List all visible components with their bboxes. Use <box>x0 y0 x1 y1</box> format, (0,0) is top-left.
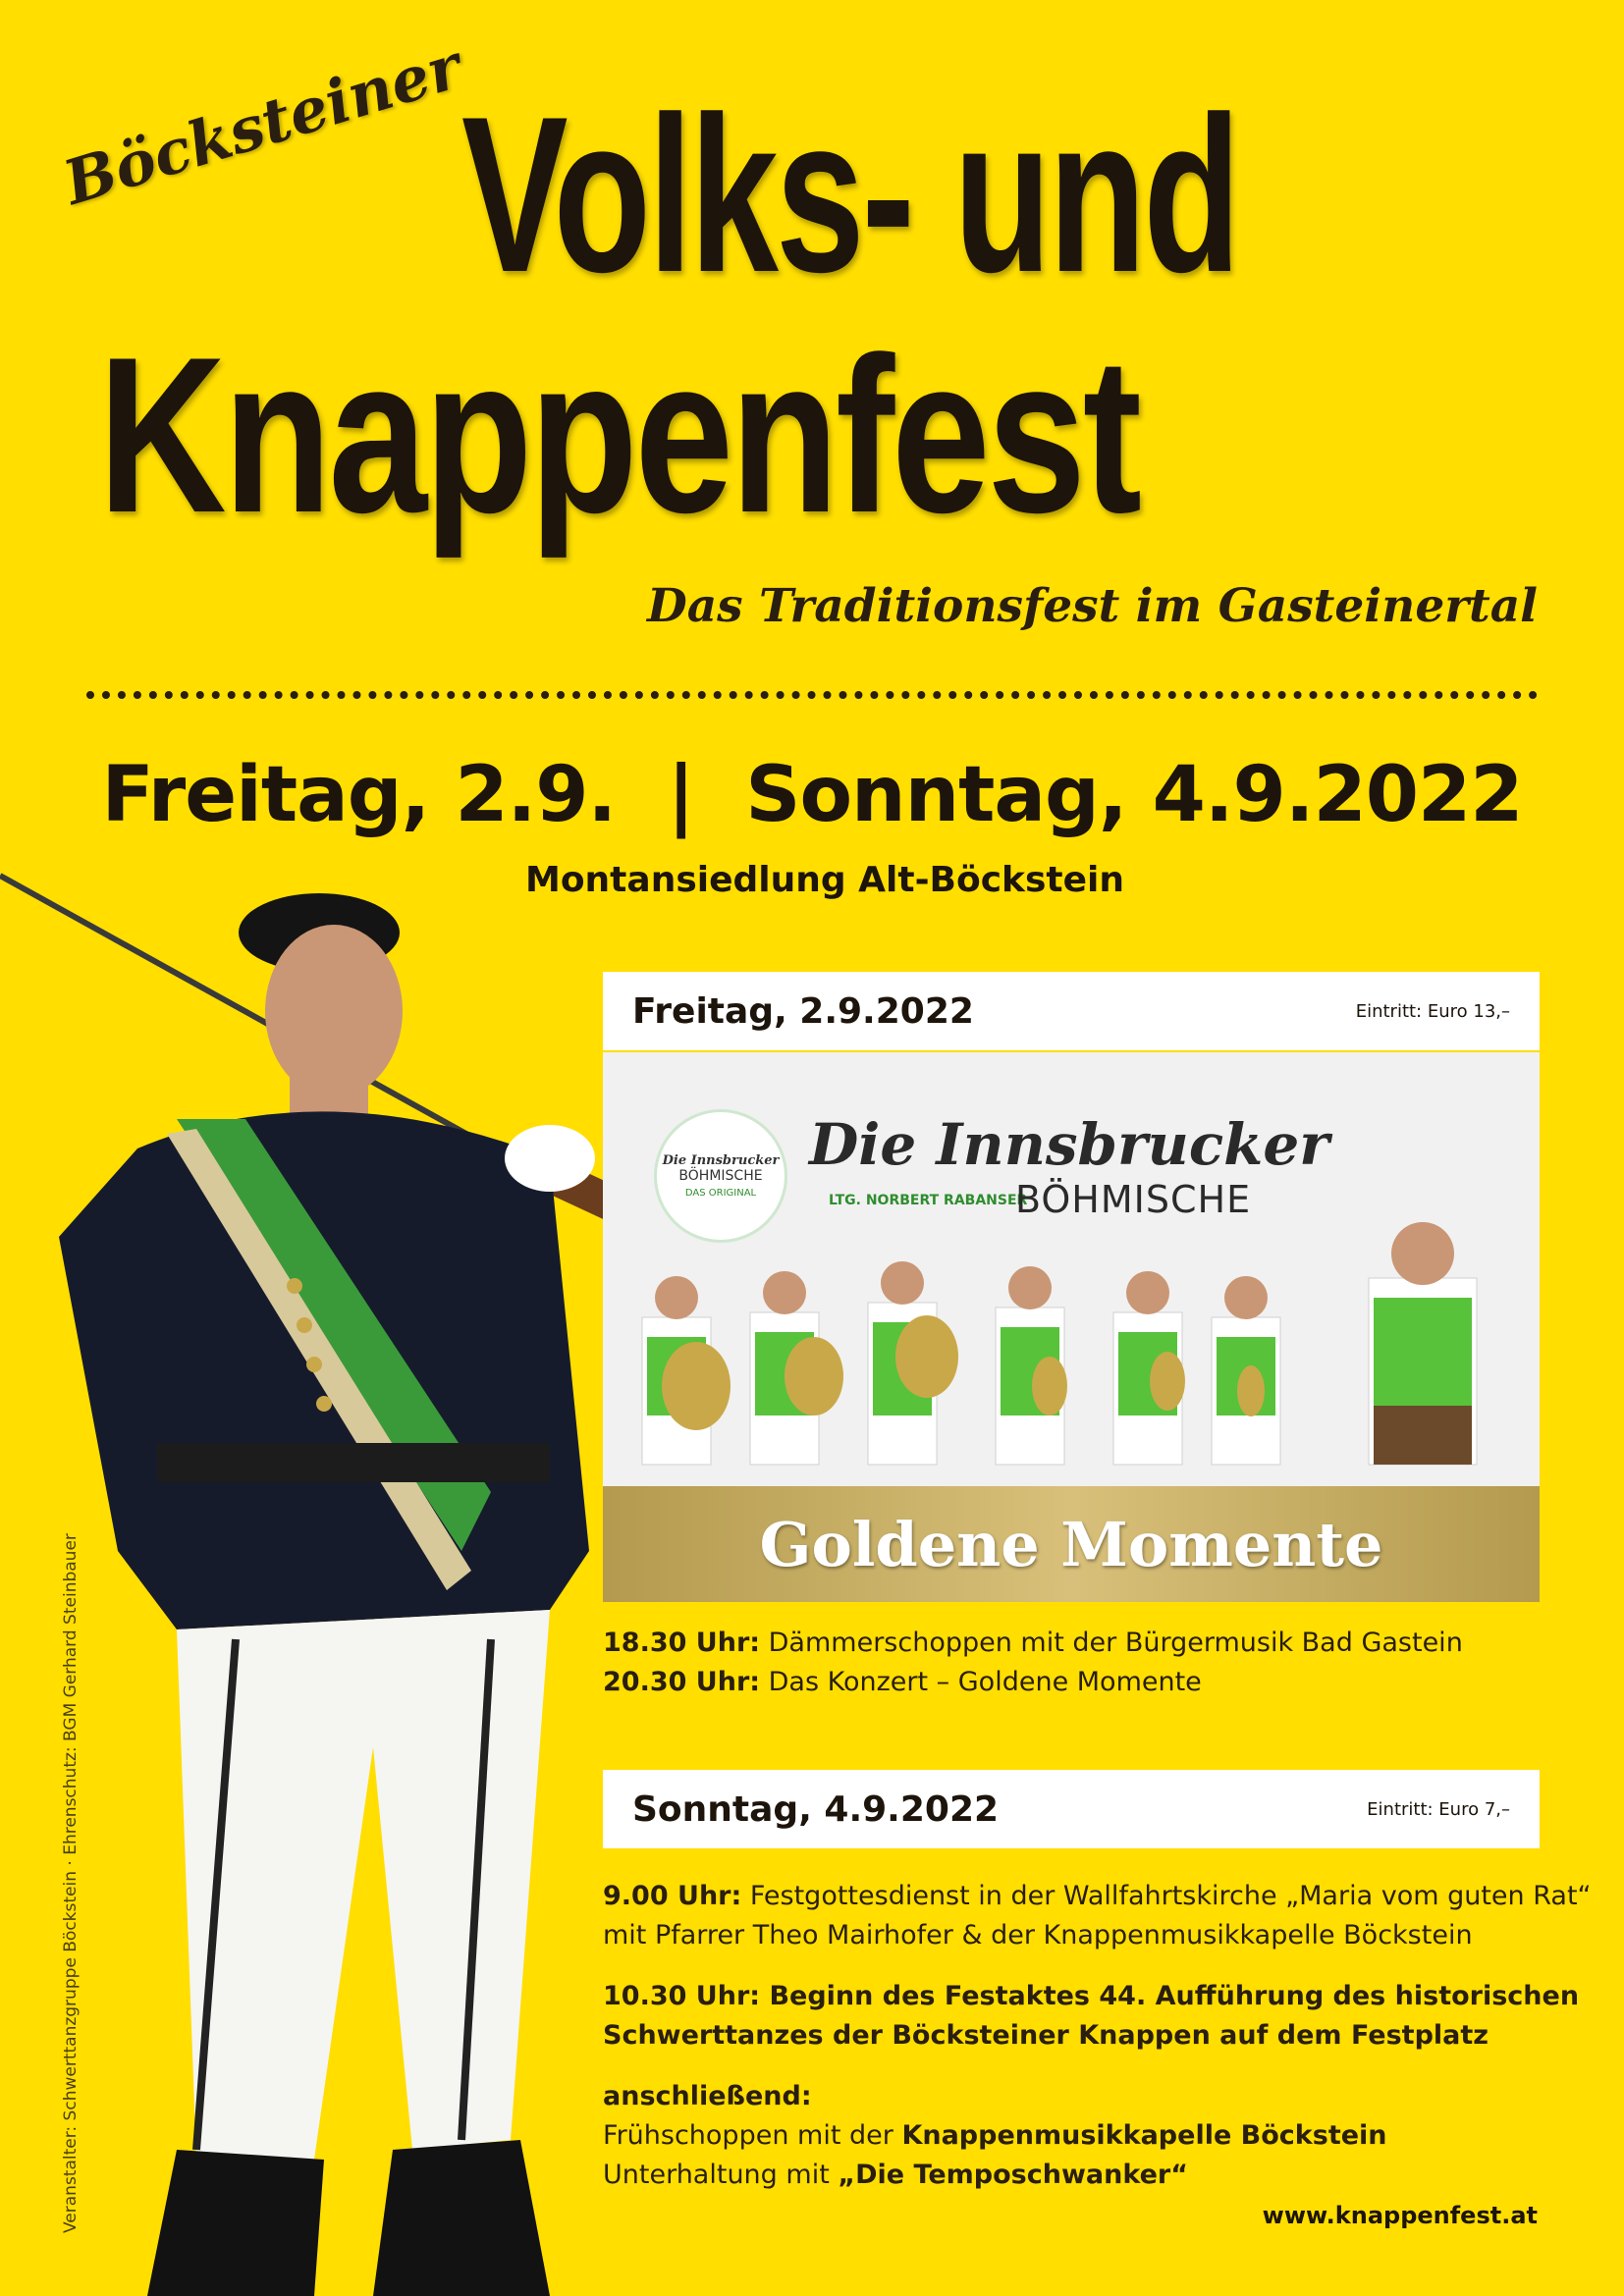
event-dates: Freitag, 2.9. | Sonntag, 4.9.2022 <box>101 751 1523 839</box>
band-logo-subtitle: BÖHMISCHE <box>1015 1178 1252 1221</box>
sunday-header-bar <box>603 1770 1540 1848</box>
dotted-divider <box>86 691 1538 699</box>
subtitle: Das Traditionsfest im Gasteinertal <box>646 579 1538 633</box>
sword-dancer-photo <box>0 864 668 2296</box>
concert-banner <box>603 1052 1540 1602</box>
title-line-2: Knappenfest <box>98 310 1139 559</box>
venue: Montansiedlung Alt-Böckstein <box>525 860 1124 900</box>
goldene-momente-banner: Goldene Momente <box>603 1486 1540 1602</box>
schedule-subheading: anschließend: <box>603 2081 812 2111</box>
sunday-date: Sonntag, 4.9.2022 <box>632 1789 1000 1830</box>
kicker-boecksteiner: Böcksteiner <box>55 29 469 220</box>
schedule-item: 18.30 Uhr: Dämmerschoppen mit der Bürgermusik Bad Gastein <box>603 1628 1463 1658</box>
schedule-item-continued: mit Pfarrer Theo Mairhofer & der Knappenmusikkapelle Böckstein <box>603 1920 1473 1950</box>
friday-date: Freitag, 2.9.2022 <box>632 990 974 1032</box>
friday-entry-fee: Eintritt: Euro 13,– <box>1355 1000 1510 1022</box>
band-photo <box>603 1219 1540 1486</box>
band-logo-title: Die Innsbrucker <box>809 1111 1329 1178</box>
title-line-1: Volks- und <box>461 70 1238 318</box>
sunday-schedule <box>603 1877 1592 2195</box>
schedule-item: 10.30 Uhr: Beginn des Festaktes 44. Aufführung des historischen <box>603 1981 1580 2011</box>
boehmische-seal-logo: Die Innsbrucker BÖHMISCHE DAS ORIGINAL <box>654 1109 787 1243</box>
organizer-credit: Veranstalter: Schwerttanzgruppe Böckstein · Ehrenschutz: BGM Gerhard Steinbauer <box>61 1533 81 2233</box>
schedule-item: Unterhaltung mit „Die Temposchwanker“ <box>603 2160 1188 2190</box>
friday-schedule <box>603 1624 1463 1702</box>
friday-header-bar <box>603 972 1540 1050</box>
schedule-item: 9.00 Uhr: Festgottesdienst in der Wallfahrtskirche „Maria vom guten Rat“ <box>603 1881 1592 1911</box>
sunday-entry-fee: Eintritt: Euro 7,– <box>1367 1798 1510 1820</box>
schedule-item: Frühschoppen mit der Knappenmusikkapelle Böckstein <box>603 2120 1387 2151</box>
schedule-item: 20.30 Uhr: Das Konzert – Goldene Momente <box>603 1667 1202 1697</box>
website-link[interactable]: www.knappenfest.at <box>1262 2202 1538 2229</box>
band-logo-leader: LTG. NORBERT RABANSER <box>829 1193 1028 1208</box>
schedule-item-continued: Schwerttanzes der Böcksteiner Knappen auf dem Festplatz <box>603 2020 1489 2051</box>
